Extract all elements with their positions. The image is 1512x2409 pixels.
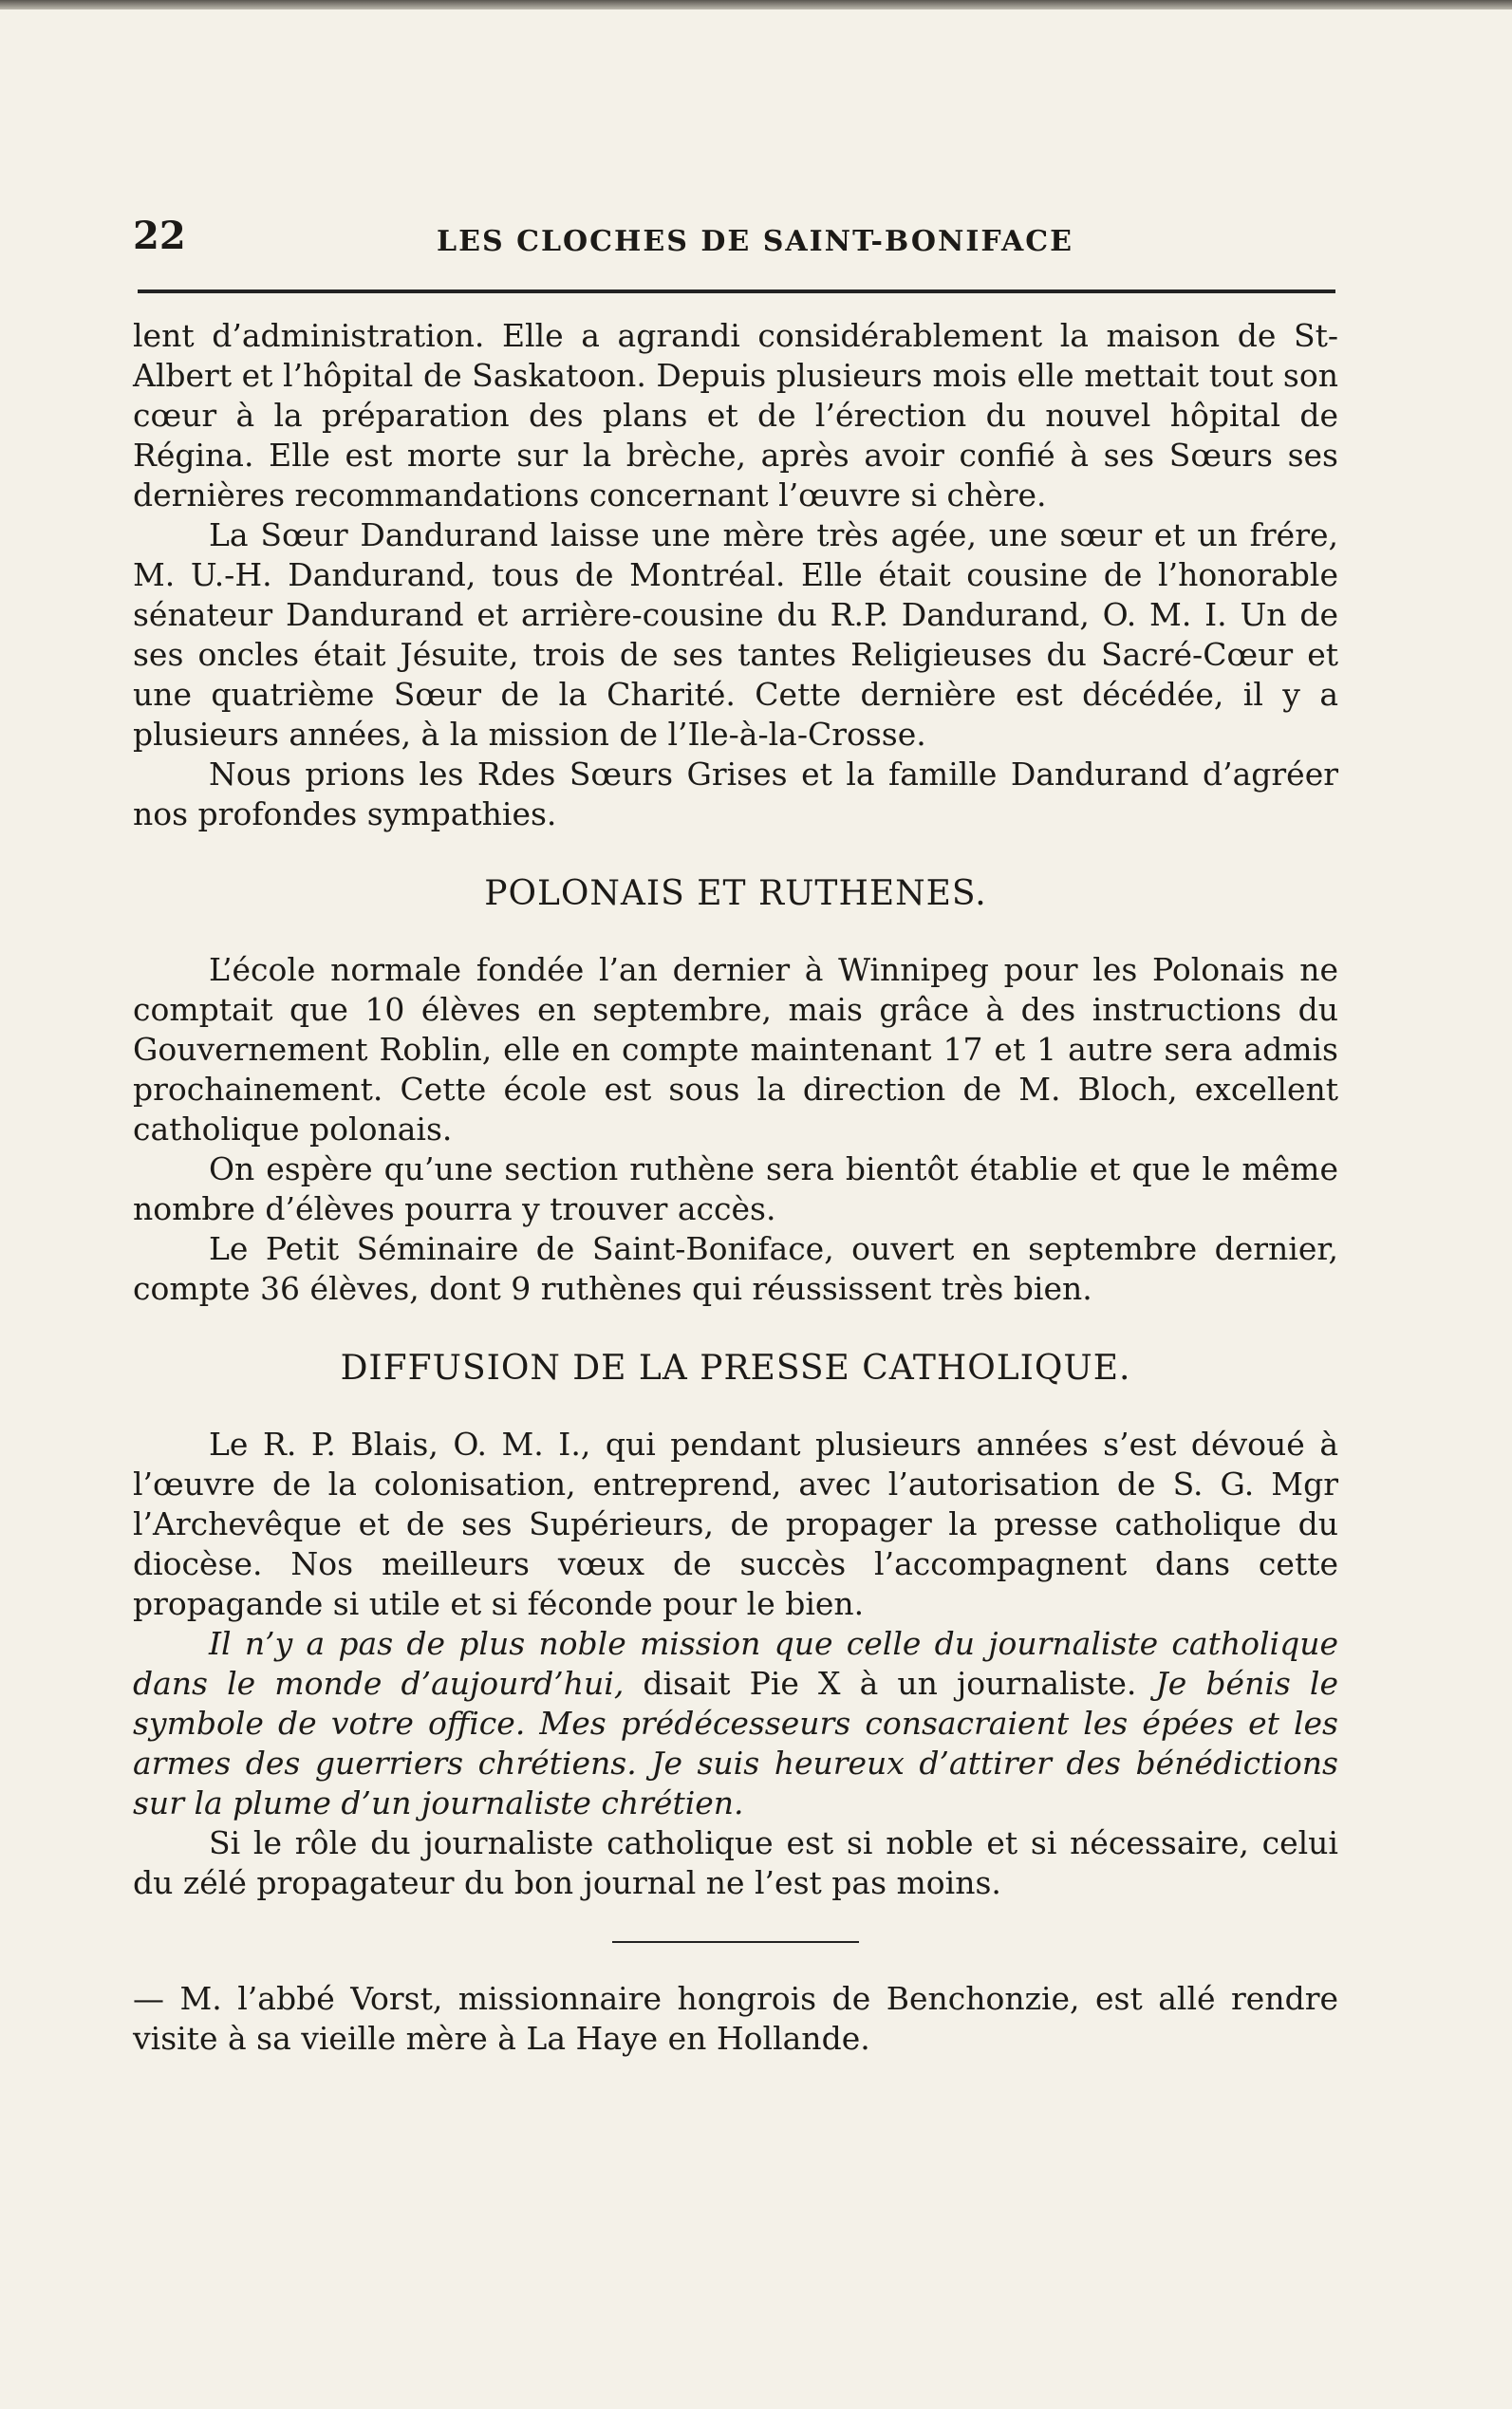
quote-italic-part-2: Je bénis le symbole de votre office. Mes prédécesseurs consacraient les épées et les armes des guerriers chrétiens. Je suis heureux d’attirer des bénédictions sur la plume d’un journaliste chrétien.: [133, 1665, 1339, 1821]
header-rule: [138, 289, 1335, 293]
paragraph-sympathies: Nous prions les Rdes Sœurs Grises et la famille Dandurand d’agréer nos profondes sympathies.: [133, 756, 1338, 832]
quote-attribution: disait Pie X à un journaliste.: [624, 1665, 1156, 1702]
paragraph-role-journaliste: Si le rôle du journaliste catholique est si noble et si nécessaire, celui du zélé propagateur du bon journal ne l’est pas moins.: [133, 1824, 1338, 1901]
paragraph-pere-blais: Le R. P. Blais, O. M. I., qui pendant plusieurs années s’est dévoué à l’œuvre de la colonisation, entreprend, avec l’autorisation de S. G. Mgr l’Archevêque et de ses Supérieurs, de propager la presse catholique du diocèse. Nos meilleurs vœux de succès l’accompagnent dans cette propagande si utile et si féconde pour le bien.: [133, 1426, 1338, 1622]
running-title: LES CLOCHES DE SAINT-BONIFACE: [437, 225, 1073, 258]
page-header: [133, 214, 1338, 271]
paragraph-ecole-normale: L’école normale fondée l’an dernier à Winnipeg pour les Polonais ne comptait que 10 élèves en septembre, mais grâce à des instructions du Gouvernement Roblin, elle en compte maintenant 17 et 1 autre sera admis prochainement. Cette école est sous la direction de M. Bloch, excellent catholique polonais.: [133, 951, 1338, 1148]
paragraph-administration: lent d’administration. Elle a agrandi considérablement la maison de St-Albert et l’hôpital de Saskatoon. Depuis plusieurs mois elle mettait tout son cœur à la préparation des plans et de l’érection du nouvel hôpital de Régina. Elle est morte sur la brèche, après avoir confié à ses Sœurs ses dernières recommandations concernant l’œuvre si chère.: [133, 317, 1338, 514]
section-heading-presse: DIFFUSION DE LA PRESSE CATHOLIQUE.: [340, 1349, 1131, 1388]
paragraph-family: La Sœur Dandurand laisse une mère très agée, une sœur et un frére, M. U.-H. Dandurand, tous de Montréal. Elle était cousine de l’honorable sénateur Dandurand et arrière-cousine du R.P. Dandurand, O. M. I. Un de ses oncles était Jésuite, trois de ses tantes Religieuses du Sacré-Cœur et une quatrième Sœur de la Charité. Cette dernière est décédée, il y a plusieurs années, à la mission de l’Ile-à-la-Crosse.: [133, 516, 1338, 753]
section-heading-polonais: POLONAIS ET RUTHENES.: [484, 874, 987, 913]
section-separator: [612, 1941, 859, 1943]
body-text: [133, 316, 1338, 2059]
page-number: 22: [133, 214, 186, 258]
paragraph-petit-seminaire: Le Petit Séminaire de Saint-Boniface, ouvert en septembre dernier, compte 36 élèves, dont 9 ruthènes qui réussissent très bien.: [133, 1230, 1338, 1307]
page-top-edge: [0, 0, 1512, 9]
quote-italic-part-1: Il n’y a pas de plus noble mission que celle du journaliste catholique dans le monde d’aujourd’hui,: [133, 1625, 1338, 1702]
paragraph-pie-x-quote: [133, 1624, 1338, 1823]
note-abbe-vorst: — M. l’abbé Vorst, missionnaire hongrois de Benchonzie, est allé rendre visite à sa vieille mère à La Haye en Hollande.: [133, 1980, 1338, 2057]
paragraph-section-ruthene: On espère qu’une section ruthène sera bientôt établie et que le même nombre d’élèves pourra y trouver accès.: [133, 1150, 1338, 1227]
